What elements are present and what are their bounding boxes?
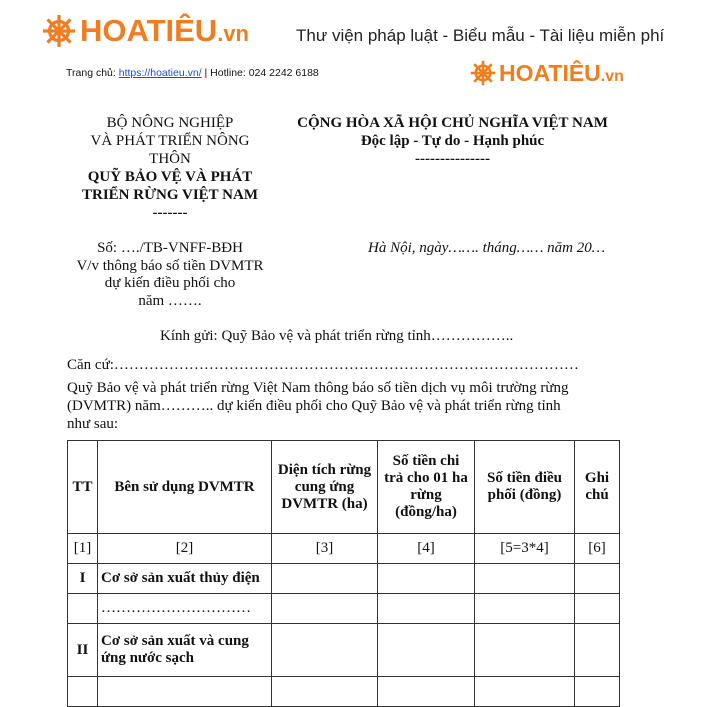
table-row xyxy=(68,677,620,707)
table-row xyxy=(68,564,620,594)
table-cell: [1] xyxy=(68,534,98,564)
agency-fund-line1: QUỸ BẢO VỆ VÀ PHÁT xyxy=(87,169,253,185)
table-cell xyxy=(378,624,475,677)
body-line3: như sau: xyxy=(67,416,119,432)
distribution-table xyxy=(67,440,620,707)
table-cell xyxy=(575,594,620,624)
header-pay-rate: Số tiền chi trả cho 01 ha rừng (đồng/ha) xyxy=(378,441,475,534)
table-cell xyxy=(272,594,378,624)
table-cell: [2] xyxy=(98,534,272,564)
agency-ministry-line3: THÔN xyxy=(149,151,191,167)
header-note: Ghi chú xyxy=(575,441,620,534)
site-tagline: Thư viện pháp luật - Biểu mẫu - Tài liệu miễn phí xyxy=(296,26,665,45)
date-line: Hà Nội, ngày……. tháng…… năm 20… xyxy=(368,240,606,256)
national-block xyxy=(270,114,635,168)
agency-rule: ------- xyxy=(152,205,188,221)
national-motto: Độc lập - Tự do - Hạnh phúc xyxy=(360,133,545,149)
brand-suffix: .vn xyxy=(217,21,249,46)
national-rule: --------------- xyxy=(415,151,490,167)
table-cell xyxy=(272,677,378,707)
table-cell xyxy=(378,594,475,624)
body-line1: Quỹ Bảo vệ và phát triển rừng Việt Nam thông báo số tiền dịch vụ môi trường rừng xyxy=(67,380,569,396)
brand-name: HOATIÊU xyxy=(499,60,601,86)
body-line2: (DVMTR) năm……….. dự kiến điều phối cho Quỹ Bảo vệ và phát triển rừng tỉnh xyxy=(67,398,561,414)
agency-block xyxy=(55,114,285,222)
hotline-text: | Hotline: 024 2242 6188 xyxy=(201,67,319,79)
header-area: Diện tích rừng cung ứng DVMTR (ha) xyxy=(272,441,378,534)
table-cell xyxy=(272,624,378,677)
table-cell xyxy=(475,677,575,707)
table-cell: [6] xyxy=(575,534,620,564)
subject-line3: năm ……. xyxy=(138,292,202,309)
table-cell xyxy=(378,677,475,707)
header-distributed: Số tiền điều phối (đồng) xyxy=(475,441,575,534)
document-number: Số: …./TB-VNFF-BĐH xyxy=(97,240,243,256)
table-cell xyxy=(475,594,575,624)
table-header-row xyxy=(68,441,620,534)
site-contact-line xyxy=(66,67,319,79)
recipient-line: Kính gửi: Quỹ Bảo vệ và phát triển rừng tỉnh…………….. xyxy=(160,328,514,344)
body-paragraph xyxy=(67,379,637,433)
table-cell xyxy=(575,677,620,707)
table-cell: Cơ sở sản xuất thủy điện xyxy=(98,564,272,594)
table-cell xyxy=(475,564,575,594)
table-cell xyxy=(378,564,475,594)
agency-fund-line2: TRIỂN RỪNG VIỆT NAM xyxy=(82,187,258,203)
reference-block xyxy=(55,240,285,310)
home-label: Trang chủ: xyxy=(66,67,119,79)
hoatieu-logo-secondary[interactable] xyxy=(470,57,630,89)
table-cell xyxy=(272,564,378,594)
table-index-row xyxy=(68,534,620,564)
table-cell: [4] xyxy=(378,534,475,564)
home-link[interactable]: https://hoatieu.vn/ xyxy=(118,67,202,79)
table-cell xyxy=(68,594,98,624)
table-cell: I xyxy=(68,564,98,594)
ship-wheel-icon xyxy=(42,14,76,48)
subject-line1: V/v thông báo số tiền DVMTR xyxy=(76,257,264,274)
subject-line2: dự kiến điều phối cho xyxy=(104,275,236,291)
table-cell: Cơ sở sản xuất và cung ứng nước sạch xyxy=(98,624,272,677)
table-cell xyxy=(98,677,272,707)
agency-ministry-line1: BỘ NÔNG NGHIỆP xyxy=(106,115,234,131)
table-cell: II xyxy=(68,624,98,677)
agency-ministry-line2: VÀ PHÁT TRIỂN NÔNG xyxy=(90,133,250,149)
header-tt: TT xyxy=(68,441,98,534)
table-cell: [5=3*4] xyxy=(475,534,575,564)
table-cell xyxy=(575,564,620,594)
table-cell xyxy=(475,624,575,677)
table-cell xyxy=(68,677,98,707)
table-row xyxy=(68,624,620,677)
hoatieu-logo[interactable] xyxy=(42,12,257,52)
brand-name: HOATIÊU xyxy=(80,13,218,48)
table-row xyxy=(68,594,620,624)
brand-suffix: .vn xyxy=(600,68,624,85)
basis-line: Căn cứ:………………………………………………………………………………… xyxy=(67,357,579,373)
ship-wheel-icon xyxy=(470,60,496,86)
table-cell xyxy=(575,624,620,677)
table-cell: [3] xyxy=(272,534,378,564)
table-cell: ………………………… xyxy=(98,594,272,624)
national-title: CỘNG HÒA XÃ HỘI CHỦ NGHĨA VIỆT NAM xyxy=(297,115,608,131)
header-user: Bên sử dụng DVMTR xyxy=(98,441,272,534)
